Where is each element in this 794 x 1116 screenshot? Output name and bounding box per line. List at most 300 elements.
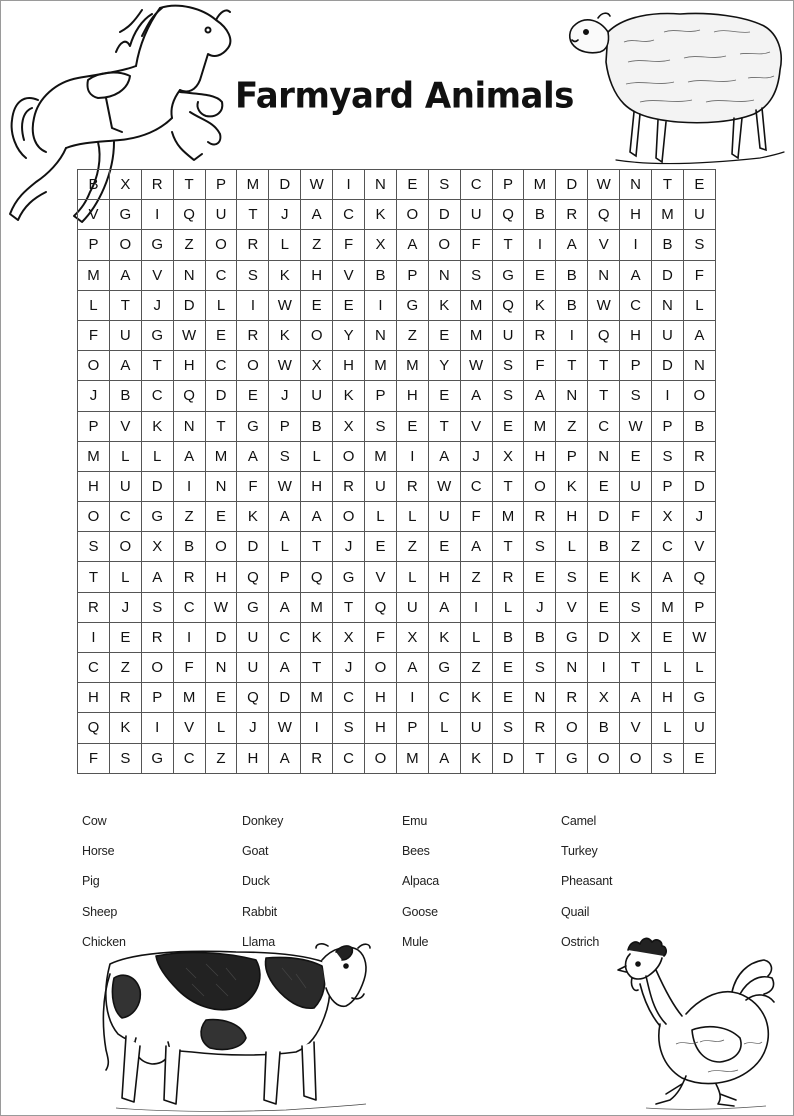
grid-cell: N	[365, 320, 397, 350]
grid-cell: W	[620, 411, 652, 441]
grid-cell: U	[492, 320, 524, 350]
grid-cell: J	[333, 653, 365, 683]
grid-cell: M	[301, 592, 333, 622]
grid-cell: C	[173, 592, 205, 622]
grid-cell: I	[396, 441, 428, 471]
grid-cell: A	[269, 592, 301, 622]
grid-cell: T	[205, 411, 237, 441]
grid-cell: A	[141, 562, 173, 592]
grid-cell: V	[683, 532, 715, 562]
grid-cell: I	[652, 381, 684, 411]
grid-cell: I	[173, 622, 205, 652]
grid-cell: T	[301, 653, 333, 683]
grid-cell: X	[588, 683, 620, 713]
grid-cell: D	[269, 170, 301, 200]
grid-cell: T	[141, 351, 173, 381]
grid-cell: D	[588, 622, 620, 652]
grid-cell: V	[109, 411, 141, 441]
grid-cell: V	[556, 592, 588, 622]
grid-cell: E	[492, 653, 524, 683]
grid-cell: U	[109, 320, 141, 350]
grid-cell: B	[524, 622, 556, 652]
grid-cell: S	[556, 562, 588, 592]
grid-cell: O	[333, 502, 365, 532]
grid-cell: M	[173, 683, 205, 713]
grid-cell: Q	[492, 200, 524, 230]
grid-cell: I	[141, 200, 173, 230]
grid-cell: O	[428, 230, 460, 260]
grid-cell: G	[141, 320, 173, 350]
grid-cell: R	[78, 592, 110, 622]
grid-cell: N	[652, 290, 684, 320]
grid-cell: E	[428, 320, 460, 350]
grid-cell: B	[301, 411, 333, 441]
grid-cell: H	[365, 683, 397, 713]
grid-cell: K	[365, 200, 397, 230]
grid-cell: M	[396, 351, 428, 381]
grid-cell: A	[556, 230, 588, 260]
grid-cell: E	[396, 170, 428, 200]
grid-cell: O	[588, 743, 620, 773]
grid-cell: G	[237, 592, 269, 622]
grid-cell: K	[301, 622, 333, 652]
grid-cell: P	[365, 381, 397, 411]
grid-cell: G	[141, 230, 173, 260]
grid-cell: D	[237, 532, 269, 562]
grid-cell: T	[237, 200, 269, 230]
grid-cell: E	[205, 683, 237, 713]
grid-cell: J	[109, 592, 141, 622]
grid-row	[78, 290, 716, 320]
grid-cell: U	[460, 200, 492, 230]
grid-cell: V	[141, 260, 173, 290]
grid-cell: G	[396, 290, 428, 320]
grid-cell: R	[556, 200, 588, 230]
grid-cell: B	[524, 200, 556, 230]
grid-cell: O	[205, 532, 237, 562]
grid-cell: Z	[396, 532, 428, 562]
grid-cell: G	[556, 743, 588, 773]
word-item: Turkey	[561, 844, 598, 859]
grid-cell: P	[556, 441, 588, 471]
word-item: Emu	[402, 814, 428, 828]
grid-cell: E	[333, 290, 365, 320]
grid-cell: L	[683, 653, 715, 683]
grid-cell: S	[683, 230, 715, 260]
grid-cell: N	[620, 170, 652, 200]
grid-cell: O	[301, 320, 333, 350]
grid-cell: C	[652, 532, 684, 562]
grid-cell: U	[652, 320, 684, 350]
grid-cell: O	[620, 743, 652, 773]
grid-cell: E	[428, 532, 460, 562]
grid-cell: M	[365, 351, 397, 381]
grid-cell: N	[524, 683, 556, 713]
grid-cell: E	[492, 411, 524, 441]
grid-cell: I	[524, 230, 556, 260]
grid-cell: U	[683, 200, 715, 230]
grid-cell: N	[365, 170, 397, 200]
grid-cell: I	[301, 713, 333, 743]
grid-cell: Z	[620, 532, 652, 562]
grid-cell: W	[205, 592, 237, 622]
grid-cell: P	[396, 713, 428, 743]
grid-cell: H	[78, 471, 110, 501]
grid-cell: H	[173, 351, 205, 381]
grid-cell: Z	[460, 562, 492, 592]
word-item: Mule	[402, 934, 429, 949]
word-item: Sheep	[82, 904, 118, 919]
grid-cell: Z	[173, 502, 205, 532]
grid-cell: C	[205, 351, 237, 381]
grid-cell: S	[492, 381, 524, 411]
grid-cell: B	[556, 260, 588, 290]
grid-row	[78, 622, 716, 652]
grid-cell: C	[205, 260, 237, 290]
grid-cell: T	[588, 351, 620, 381]
grid-cell: L	[109, 441, 141, 471]
grid-cell: K	[269, 320, 301, 350]
grid-cell: H	[652, 683, 684, 713]
word-item: Chicken	[82, 934, 126, 949]
grid-cell: L	[78, 290, 110, 320]
grid-cell: M	[396, 743, 428, 773]
word-item: Pig	[82, 874, 100, 889]
grid-cell: L	[301, 441, 333, 471]
grid-cell: K	[109, 713, 141, 743]
grid-cell: C	[460, 170, 492, 200]
word-item: Duck	[242, 874, 270, 889]
grid-cell: F	[78, 743, 110, 773]
grid-cell: X	[333, 411, 365, 441]
grid-cell: H	[620, 320, 652, 350]
grid-row	[78, 653, 716, 683]
grid-row	[78, 562, 716, 592]
word-item: Quail	[561, 904, 590, 919]
grid-row	[78, 351, 716, 381]
grid-cell: S	[524, 653, 556, 683]
grid-cell: Q	[588, 200, 620, 230]
grid-cell: L	[141, 441, 173, 471]
grid-cell: E	[588, 471, 620, 501]
grid-cell: U	[460, 713, 492, 743]
grid-cell: A	[683, 320, 715, 350]
grid-cell: T	[109, 290, 141, 320]
grid-cell: R	[524, 713, 556, 743]
grid-cell: Q	[237, 683, 269, 713]
grid-cell: D	[588, 502, 620, 532]
grid-cell: D	[141, 471, 173, 501]
grid-cell: Y	[333, 320, 365, 350]
grid-cell: T	[588, 381, 620, 411]
grid-cell: L	[652, 713, 684, 743]
grid-cell: W	[460, 351, 492, 381]
grid-row	[78, 441, 716, 471]
grid-cell: N	[588, 260, 620, 290]
grid-cell: S	[652, 743, 684, 773]
grid-cell: P	[652, 411, 684, 441]
grid-cell: R	[141, 622, 173, 652]
grid-cell: S	[269, 441, 301, 471]
grid-cell: I	[78, 622, 110, 652]
grid-cell: G	[109, 200, 141, 230]
grid-cell: C	[333, 200, 365, 230]
grid-cell: V	[588, 230, 620, 260]
grid-cell: A	[428, 743, 460, 773]
grid-cell: L	[269, 532, 301, 562]
grid-cell: O	[365, 653, 397, 683]
grid-cell: C	[460, 471, 492, 501]
grid-cell: U	[109, 471, 141, 501]
grid-cell: E	[492, 683, 524, 713]
grid-cell: B	[109, 381, 141, 411]
grid-cell: E	[588, 562, 620, 592]
grid-cell: S	[428, 170, 460, 200]
grid-cell: Q	[365, 592, 397, 622]
grid-cell: N	[588, 441, 620, 471]
grid-cell: F	[683, 260, 715, 290]
grid-cell: T	[78, 562, 110, 592]
grid-cell: L	[460, 622, 492, 652]
grid-cell: H	[556, 502, 588, 532]
grid-cell: H	[620, 200, 652, 230]
grid-row	[78, 260, 716, 290]
grid-row	[78, 683, 716, 713]
grid-cell: O	[556, 713, 588, 743]
grid-cell: O	[333, 441, 365, 471]
grid-cell: D	[652, 260, 684, 290]
grid-cell: V	[333, 260, 365, 290]
grid-cell: L	[365, 502, 397, 532]
grid-cell: M	[524, 170, 556, 200]
grid-cell: U	[205, 200, 237, 230]
grid-cell: P	[269, 411, 301, 441]
grid-cell: S	[237, 260, 269, 290]
grid-cell: G	[141, 502, 173, 532]
grid-cell: E	[205, 320, 237, 350]
word-item: Llama	[242, 934, 276, 949]
sheep-illustration	[564, 2, 786, 172]
word-column	[402, 814, 439, 965]
grid-cell: C	[173, 743, 205, 773]
rooster-illustration	[616, 934, 778, 1112]
grid-cell: S	[365, 411, 397, 441]
grid-cell: L	[652, 653, 684, 683]
grid-row	[78, 743, 716, 773]
grid-cell: D	[652, 351, 684, 381]
grid-cell: Z	[205, 743, 237, 773]
grid-cell: B	[78, 170, 110, 200]
grid-cell: X	[301, 351, 333, 381]
grid-cell: U	[620, 471, 652, 501]
grid-cell: S	[492, 351, 524, 381]
grid-cell: E	[109, 622, 141, 652]
word-item: Cow	[82, 814, 107, 828]
grid-cell: W	[301, 170, 333, 200]
grid-cell: E	[396, 411, 428, 441]
grid-cell: M	[460, 290, 492, 320]
grid-cell: B	[173, 532, 205, 562]
grid-cell: M	[524, 411, 556, 441]
grid-cell: Q	[683, 562, 715, 592]
grid-cell: K	[333, 381, 365, 411]
word-item: Camel	[561, 814, 597, 828]
grid-cell: A	[269, 502, 301, 532]
grid-cell: F	[333, 230, 365, 260]
grid-cell: P	[620, 351, 652, 381]
grid-cell: E	[365, 532, 397, 562]
grid-cell: R	[524, 320, 556, 350]
grid-cell: Z	[301, 230, 333, 260]
grid-cell: T	[556, 351, 588, 381]
grid-cell: S	[620, 592, 652, 622]
word-item: Ostrich	[561, 934, 600, 949]
grid-cell: D	[492, 743, 524, 773]
grid-cell: K	[460, 743, 492, 773]
grid-row	[78, 200, 716, 230]
grid-cell: J	[683, 502, 715, 532]
grid-cell: Q	[78, 713, 110, 743]
grid-cell: L	[683, 290, 715, 320]
grid-cell: X	[652, 502, 684, 532]
grid-cell: X	[109, 170, 141, 200]
grid-row	[78, 320, 716, 350]
grid-cell: Y	[428, 351, 460, 381]
grid-cell: K	[620, 562, 652, 592]
grid-cell: P	[78, 230, 110, 260]
grid-cell: D	[205, 381, 237, 411]
grid-cell: H	[205, 562, 237, 592]
grid-row	[78, 230, 716, 260]
grid-cell: W	[428, 471, 460, 501]
grid-cell: A	[173, 441, 205, 471]
grid-cell: P	[269, 562, 301, 592]
grid-cell: T	[652, 170, 684, 200]
grid-cell: V	[620, 713, 652, 743]
grid-cell: E	[524, 562, 556, 592]
grid-cell: W	[269, 713, 301, 743]
grid-cell: G	[556, 622, 588, 652]
grid-cell: H	[396, 381, 428, 411]
grid-cell: S	[78, 532, 110, 562]
grid-cell: I	[556, 320, 588, 350]
grid-row	[78, 502, 716, 532]
grid-cell: C	[333, 743, 365, 773]
grid-row	[78, 381, 716, 411]
grid-cell: N	[556, 381, 588, 411]
grid-cell: A	[109, 260, 141, 290]
grid-cell: G	[428, 653, 460, 683]
grid-cell: K	[237, 502, 269, 532]
grid-cell: U	[237, 622, 269, 652]
grid-cell: I	[141, 713, 173, 743]
grid-cell: P	[78, 411, 110, 441]
grid-cell: C	[78, 653, 110, 683]
grid-cell: F	[237, 471, 269, 501]
grid-cell: N	[173, 411, 205, 441]
grid-cell: O	[365, 743, 397, 773]
grid-cell: K	[428, 622, 460, 652]
grid-cell: X	[396, 622, 428, 652]
grid-cell: F	[365, 622, 397, 652]
grid-cell: B	[683, 411, 715, 441]
grid-cell: Q	[492, 290, 524, 320]
grid-cell: E	[524, 260, 556, 290]
grid-cell: A	[620, 683, 652, 713]
grid-cell: D	[269, 683, 301, 713]
grid-cell: A	[428, 441, 460, 471]
grid-cell: L	[492, 592, 524, 622]
grid-cell: B	[365, 260, 397, 290]
grid-cell: D	[683, 471, 715, 501]
grid-cell: X	[620, 622, 652, 652]
word-item: Bees	[402, 844, 430, 859]
grid-cell: I	[333, 170, 365, 200]
grid-cell: O	[78, 502, 110, 532]
grid-cell: S	[524, 532, 556, 562]
grid-cell: U	[237, 653, 269, 683]
grid-cell: O	[205, 230, 237, 260]
grid-cell: G	[333, 562, 365, 592]
grid-cell: T	[492, 471, 524, 501]
grid-cell: F	[620, 502, 652, 532]
grid-cell: S	[141, 592, 173, 622]
grid-cell: A	[524, 381, 556, 411]
grid-cell: L	[428, 713, 460, 743]
grid-cell: S	[333, 713, 365, 743]
grid-cell: Z	[396, 320, 428, 350]
grid-cell: W	[269, 471, 301, 501]
grid-cell: Z	[109, 653, 141, 683]
grid-cell: Q	[173, 200, 205, 230]
grid-cell: H	[365, 713, 397, 743]
grid-cell: R	[524, 502, 556, 532]
grid-cell: W	[173, 320, 205, 350]
grid-cell: J	[78, 381, 110, 411]
grid-cell: H	[524, 441, 556, 471]
grid-cell: B	[492, 622, 524, 652]
grid-row	[78, 532, 716, 562]
grid-cell: G	[141, 743, 173, 773]
grid-cell: N	[205, 653, 237, 683]
grid-row	[78, 713, 716, 743]
word-item: Pheasant	[561, 874, 613, 889]
grid-cell: F	[460, 502, 492, 532]
grid-cell: M	[652, 592, 684, 622]
grid-cell: M	[237, 170, 269, 200]
grid-cell: R	[173, 562, 205, 592]
grid-cell: N	[428, 260, 460, 290]
grid-cell: U	[396, 592, 428, 622]
grid-cell: S	[460, 260, 492, 290]
grid-cell: P	[396, 260, 428, 290]
grid-cell: Q	[588, 320, 620, 350]
grid-cell: G	[492, 260, 524, 290]
grid-cell: M	[652, 200, 684, 230]
grid-cell: O	[109, 230, 141, 260]
grid-cell: A	[269, 743, 301, 773]
grid-cell: A	[396, 230, 428, 260]
grid-cell: C	[333, 683, 365, 713]
grid-row	[78, 592, 716, 622]
word-item: Rabbit	[242, 904, 277, 919]
word-item: Goat	[242, 844, 269, 859]
grid-cell: H	[237, 743, 269, 773]
grid-cell: D	[205, 622, 237, 652]
grid-cell: L	[396, 562, 428, 592]
grid-cell: M	[460, 320, 492, 350]
grid-cell: S	[109, 743, 141, 773]
